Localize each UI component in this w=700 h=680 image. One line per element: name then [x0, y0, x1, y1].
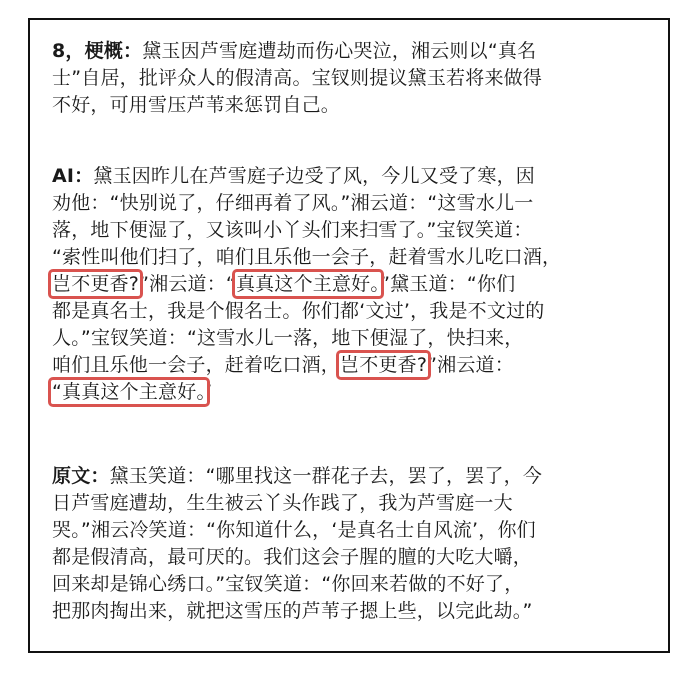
original-line: 哭。”湘云冷笑道：“你知道什么，‘是真名士自风流’，你们	[52, 519, 536, 541]
original-line: 都是假清高，最可厌的。我们这会子腥的膻的大吃大嚼，	[52, 546, 533, 568]
ai-line: “索性叫他们扫了，咱们且乐他一会子，赶着雪水儿吃口酒，	[52, 246, 562, 268]
ai-line: 劝他：“快别说了，仔细再着了风。”湘云道：“这雪水儿一	[52, 192, 534, 214]
highlight-box: “真真这个主意好。	[52, 381, 207, 403]
ai-line: 岂不更香?”湘云道：“真真这个主意好。”黛玉道：“你们	[52, 273, 516, 295]
ai-line: 落，地下便湿了，又该叫小丫头们来扫雪了。”宝钗笑道：	[52, 219, 533, 241]
original-label: 原文：	[52, 465, 110, 487]
original-line: 日芦雪庭遭劫，生生被云丫头作践了，我为芦雪庭一大	[52, 492, 513, 514]
ai-line: 咱们且乐他一会子，赶着吃口酒，岂不更香?”湘云道：	[52, 354, 514, 376]
ai-section	[52, 163, 652, 406]
ai-line: 都是真名士，我是个假名士。你们都‘文过’，我是不文过的	[52, 300, 545, 322]
highlight-box: 真真这个主意好。	[235, 273, 381, 295]
summary-line: 8，梗概：黛玉因芦雪庭遭劫而伤心哭泣，湘云则以“真名	[52, 40, 537, 62]
original-line: 原文：黛玉笑道：“哪里找这一群花子去，罢了，罢了，今	[52, 465, 543, 487]
summary-line: 不好，可用雪压芦苇来惩罚自己。	[52, 94, 341, 116]
original-line: 把那肉掏出来，就把这雪压的芦苇子摁上些，以完此劫。”	[52, 600, 533, 622]
original-section	[52, 463, 652, 625]
summary-line: 士”自居，批评众人的假清高。宝钗则提议黛玉若将来做得	[52, 67, 543, 89]
ai-line: 人。”宝钗笑道：“这雪水儿一落，地下便湿了，快扫来，	[52, 327, 524, 349]
ai-line: “真真这个主意好。’	[52, 381, 213, 403]
summary-label: 8，梗概：	[52, 40, 143, 62]
ai-line: AI：黛玉因昨儿在芦雪庭子边受了风，今儿又受了寒，因	[52, 165, 535, 187]
summary-section	[52, 38, 652, 119]
highlight-box: 岂不更香?	[340, 354, 428, 376]
text-card	[28, 18, 670, 653]
highlight-box: 岂不更香?	[52, 273, 140, 295]
ai-label: AI：	[52, 165, 94, 187]
original-line: 回来却是锦心绣口。”宝钗笑道：“你回来若做的不好了，	[52, 573, 524, 595]
